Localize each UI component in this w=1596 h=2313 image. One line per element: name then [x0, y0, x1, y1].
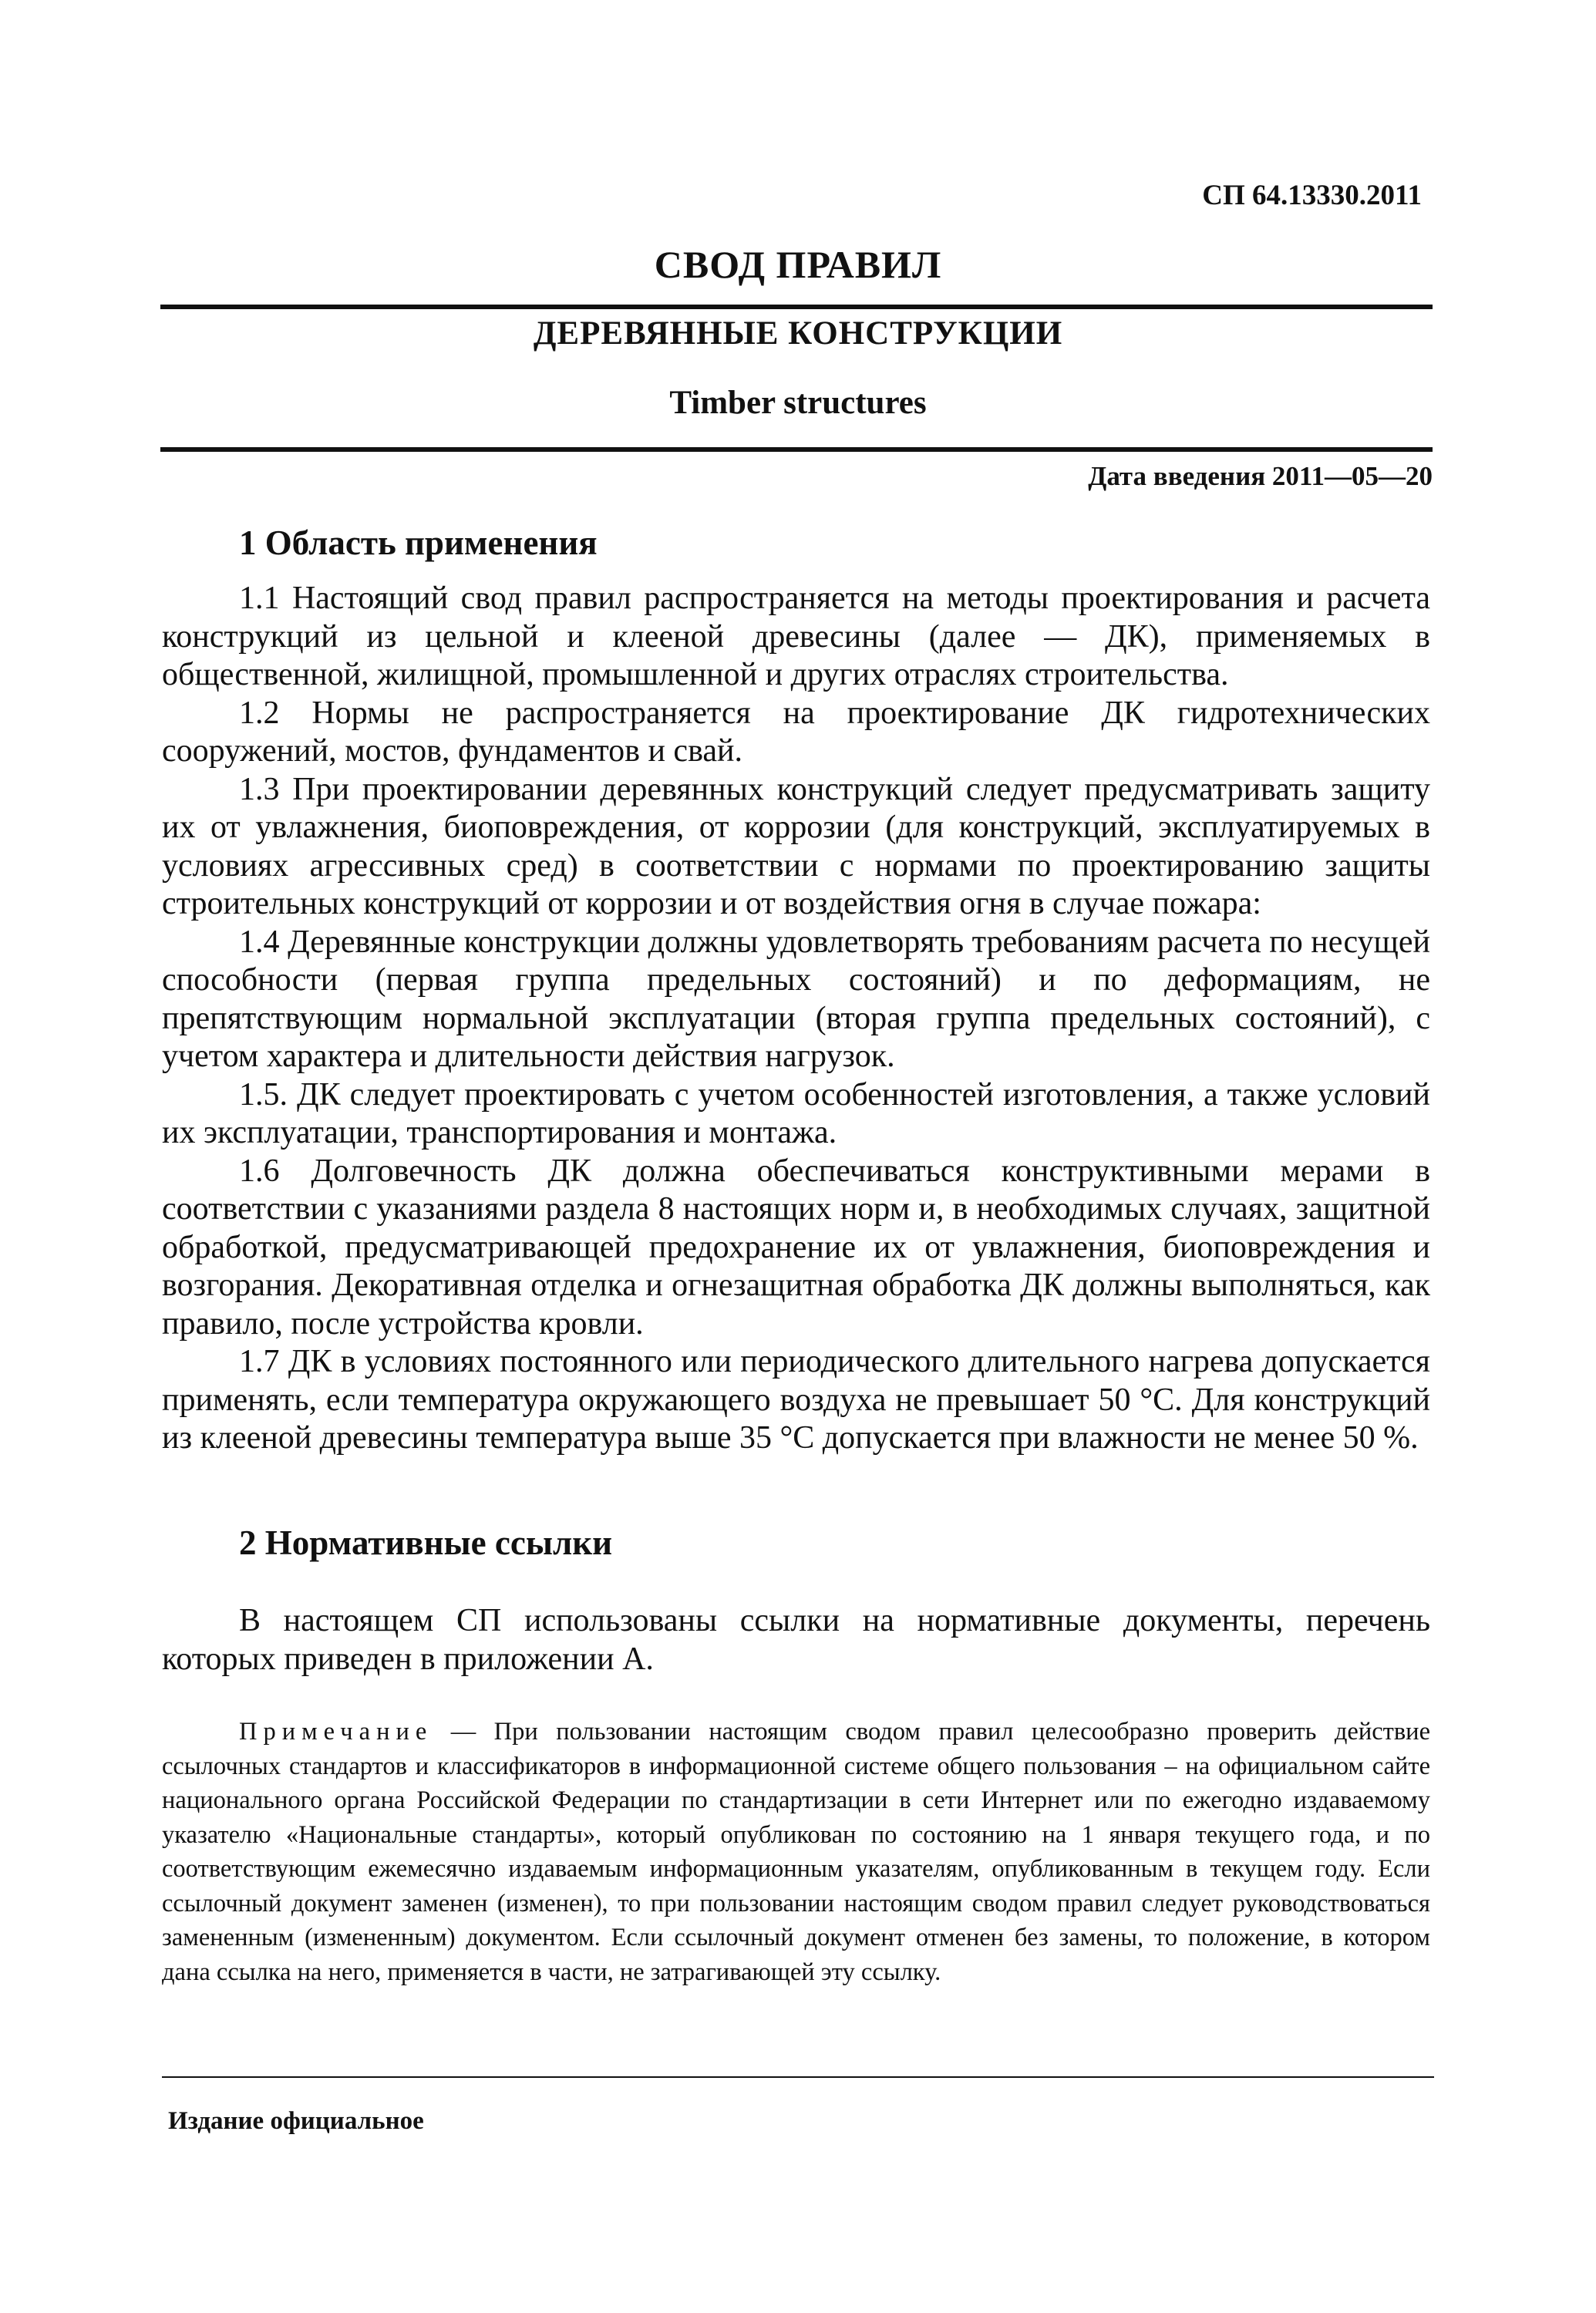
note-label: Примечание	[239, 1718, 433, 1746]
section-1-body	[162, 580, 1430, 1458]
paragraph-2: В настоящем СП использованы ссылки на нормативные документы, перечень которых приведен в приложении А.	[162, 1603, 1430, 1677]
paragraph-1-2: 1.2 Нормы не распространяется на проектирование ДК гидротехнических сооружений, мостов, фундаментов и свай.	[162, 695, 1430, 769]
official-edition-label: Издание официальное	[168, 2107, 424, 2135]
section-2-body	[162, 1602, 1430, 1678]
note-text: — При пользовании настоящим сводом правил целесообразно проверить действие ссылочных стандартов и классификаторов в информационной системе общего пользования – на официальном сайте национального органа Российской Федерации по стандартизации в сети Интернет или по ежегодно издаваемому указателю «Национальные стандарты», который опубликован по состоянию на 1 января текущего года, и по соответствующим ежемесячно издаваемым информационным указателям, опубликованным в текущем году. Если ссылочный документ заменен (изменен), то при пользовании настоящим сводом правил следует руководствоваться замененным (измененным) документом. Если ссылочный документ отменен без замены, то положение, в котором дана ссылка на него, применяется в части, не затрагивающей эту ссылку.	[162, 1718, 1431, 1986]
paragraph-1-6: 1.6 Долговечность ДК должна обеспечиваться конструктивными мерами в соответствии с указаниями раздела 8 настоящих норм и, в необходимых случаях, защитной обработкой, предусматривающей предохранение их от увлажнения, биоповреждения и возгорания. Декоративная отделка и огнезащитная обработка ДК должны выполняться, как правило, после устройства кровли.	[162, 1153, 1430, 1342]
title-russian: ДЕРЕВЯННЫЕ КОНСТРУКЦИИ	[533, 315, 1063, 352]
section-2-heading: 2 Нормативные ссылки	[239, 1523, 613, 1562]
title-english: Timber structures	[669, 385, 927, 421]
note-paragraph	[162, 1715, 1430, 1989]
paragraph-1-4: 1.4 Деревянные конструкции должны удовлетворять требованиям расчета по несущей способности (первая группа предельных состояний) и по деформациям, не препятствующим нормальной эксплуатации (вторая группа предельных состояний), с учетом характера и длительности действия нагрузок.	[162, 924, 1430, 1074]
paragraph-1-1: 1.1 Настоящий свод правил распространяется на методы проектирования и расчета конструкций из цельной и клееной древесины (далее — ДК), применяемых в общественной, жилищной, промышленной и других отраслях строительства.	[162, 581, 1430, 692]
note-block	[162, 1715, 1430, 1989]
introduction-date: Дата введения 2011—05—20	[1088, 461, 1433, 491]
paragraph-1-3: 1.3 При проектировании деревянных конструкций следует предусматривать защиту их от увлажнения, биоповреждения, от коррозии (для конструкций, эксплуатируемых в условиях агрессивных сред) в соответствии с нормами по проектированию защиты строительных конструкций от коррозии и от воздействия огня в случае пожара:	[162, 771, 1430, 921]
footer-rule	[162, 2076, 1434, 2078]
paragraph-1-7: 1.7 ДК в условиях постоянного или периодического длительного нагрева допускается применять, если температура окружающего воздуха не превышает 50 °С. Для конструкций из клееной древесины температура выше 35 °С допускается при влажности не менее 50 %.	[162, 1344, 1430, 1456]
document-code: СП 64.13330.2011	[1202, 180, 1422, 211]
document-type: СВОД ПРАВИЛ	[654, 243, 942, 286]
header-rule-top	[160, 305, 1433, 309]
header-rule-bottom	[160, 447, 1433, 452]
paragraph-1-5: 1.5. ДК следует проектировать с учетом особенностей изготовления, а также условий их эксплуатации, транспортирования и монтажа.	[162, 1076, 1430, 1150]
section-1-heading: 1 Область применения	[239, 524, 598, 562]
